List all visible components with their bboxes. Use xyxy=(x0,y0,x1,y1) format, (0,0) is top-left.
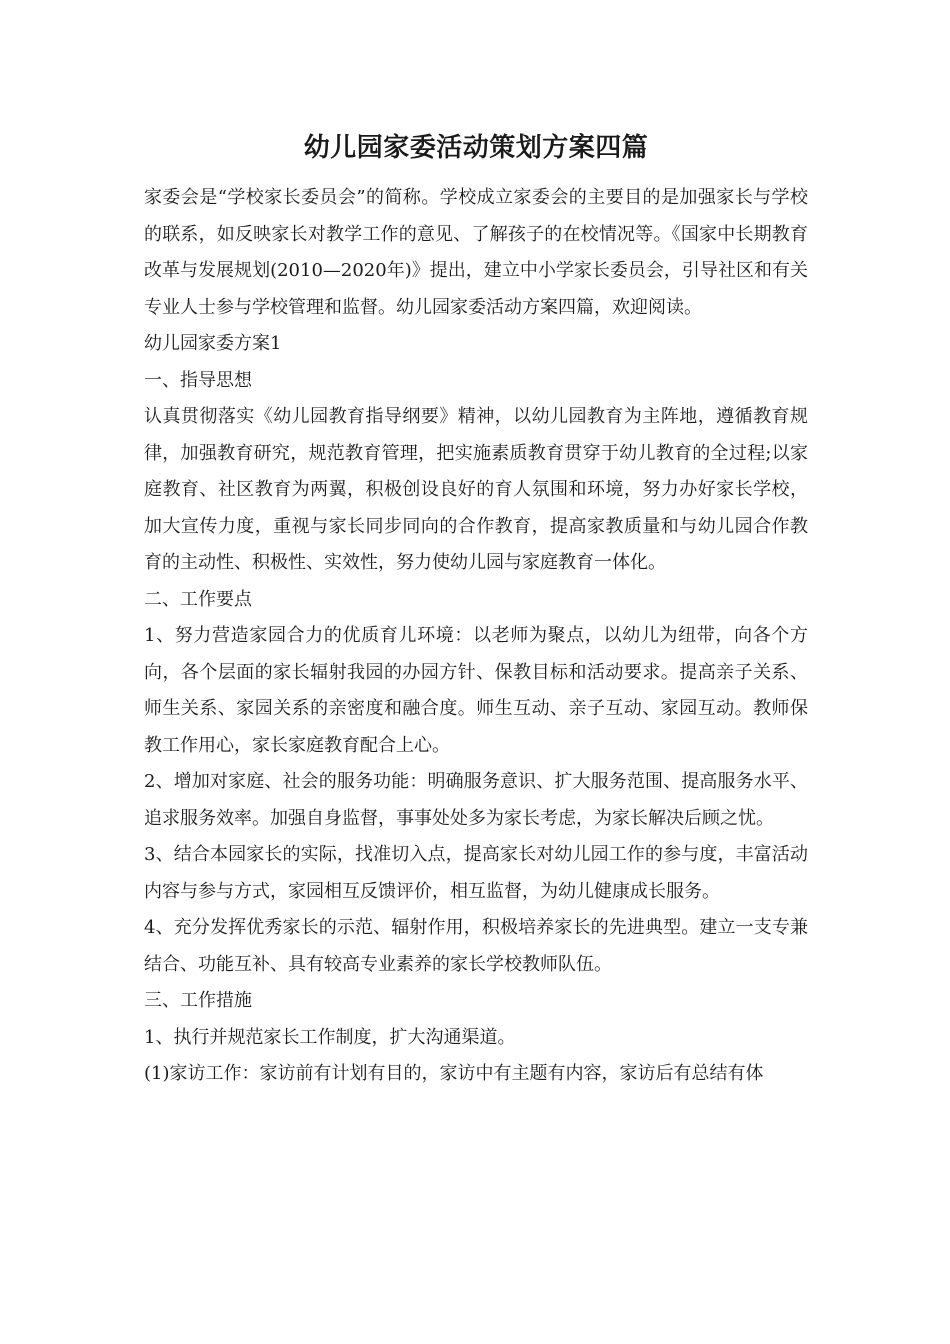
work-point-1: 1、努力营造家园合力的优质育儿环境：以老师为聚点，以幼儿为纽带，向各个方向，各个层面的家长辐射我园的办园方针、保教目标和活动要求。提高亲子关系、师生关系、家园关系的亲密度和融合度。师生互动、亲子互动、家园互动。教师保教工作用心，家长家庭教育配合上心。 xyxy=(144,625,808,756)
intro-paragraph: 家委会是“学校家长委员会”的简称。学校成立家委会的主要目的是加强家长与学校的联系，如反映家长对教学工作的意见、了解孩子的在校情况等。《国家中长期教育改革与发展规划(2010—2020年)》提出，建立中小学家长委员会，引导社区和有关专业人士参与学校管理和监督。幼儿园家委活动方案四篇，欢迎阅读。 xyxy=(144,187,808,318)
work-point-4: 4、充分发挥优秀家长的示范、辐射作用，积极培养家长的先进典型。建立一支专兼结合、功能互补、具有较高专业素养的家长学校教师队伍。 xyxy=(144,917,808,975)
document-page xyxy=(144,128,808,1093)
heading-work-measures: 三、工作措施 xyxy=(144,990,252,1011)
work-measure-1: 1、执行并规范家长工作制度，扩大沟通渠道。 xyxy=(144,1026,516,1048)
heading-guiding-ideology: 一、指导思想 xyxy=(144,369,252,391)
section-heading-plan-1: 幼儿园家委方案1 xyxy=(144,333,282,354)
document-title: 幼儿园家委活动策划方案四篇 xyxy=(303,133,649,163)
home-visit-paragraph: (1)家访工作：家访前有计划有目的，家访中有主题有内容，家访后有总结有体 xyxy=(144,1063,764,1084)
guiding-ideology-paragraph: 认真贯彻落实《幼儿园教育指导纲要》精神，以幼儿园教育为主阵地，遵循教育规律，加强教育研究，规范教育管理，把实施素质教育贯穿于幼儿教育的全过程;以家庭教育、社区教育为两翼，积极创设良好的育人氛围和环境，努力办好家长学校，加大宣传力度，重视与家长同步同向的合作教育，提高家教质量和与幼儿园合作教育的主动性、积极性、实效性，努力使幼儿园与家庭教育一体化。 xyxy=(144,406,808,573)
heading-work-points: 二、工作要点 xyxy=(144,588,252,610)
work-point-2: 2、增加对家庭、社会的服务功能：明确服务意识、扩大服务范围、提高服务水平、追求服务效率。加强自身监督，事事处处多为家长考虑，为家长解决后顾之忧。 xyxy=(144,771,808,829)
work-point-3: 3、结合本园家长的实际，找准切入点，提高家长对幼儿园工作的参与度，丰富活动内容与参与方式，家园相互反馈评价，相互监督，为幼儿健康成长服务。 xyxy=(144,844,808,902)
